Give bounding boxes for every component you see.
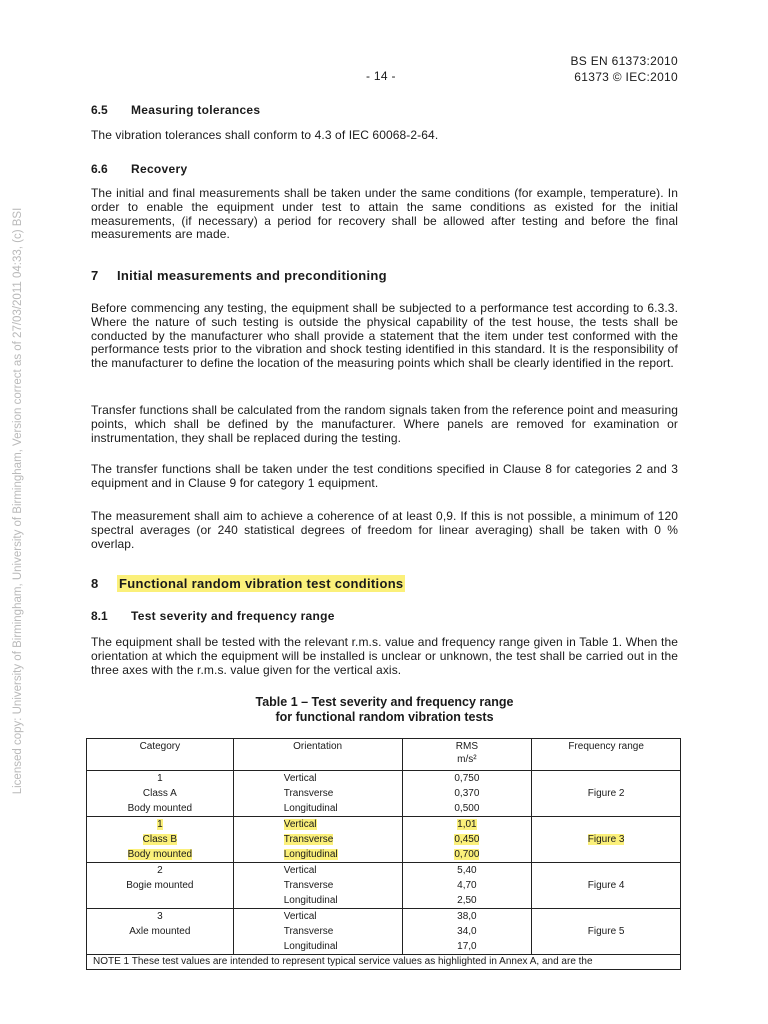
- section-8-1-number: 8.1: [91, 609, 108, 623]
- category-extra: [87, 893, 233, 908]
- table-caption-line-1: Table 1 – Test severity and frequency range: [255, 695, 514, 709]
- rms-transverse: 0,370: [454, 788, 480, 799]
- row-frequency: [532, 817, 681, 863]
- table-header-row: [87, 739, 681, 771]
- header-frequency: Frequency range: [532, 739, 681, 771]
- row-category: [87, 817, 234, 863]
- table-row: [87, 817, 681, 863]
- rms-vertical: 38,0: [457, 911, 477, 922]
- category-number: 1: [157, 819, 163, 830]
- rms-vertical: 0,750: [454, 773, 480, 784]
- section-6-5-title: Measuring tolerances: [131, 103, 261, 117]
- rms-longitudinal: 0,700: [454, 849, 480, 860]
- table-note-row: [87, 955, 681, 970]
- row-rms: [402, 909, 532, 955]
- orientation-vertical: Vertical: [283, 911, 317, 922]
- row-rms: [402, 863, 532, 909]
- rms-transverse: 34,0: [457, 926, 477, 937]
- header-category: Category: [87, 739, 234, 771]
- header-orientation: Orientation: [233, 739, 402, 771]
- standard-id: BS EN 61373:2010: [570, 54, 678, 68]
- section-8-1-text: The equipment shall be tested with the relevant r.m.s. value and frequency range given in Table 1. When the orientation at which the equipment will be installed is unclear or unknown, the test shall be carried out in the three axes with the r.m.s. value given for the vertical axis.: [91, 635, 678, 677]
- category-class: Class A: [142, 788, 177, 799]
- row-category: [87, 909, 234, 955]
- rms-vertical: 1,01: [457, 819, 477, 830]
- category-number: 2: [157, 865, 163, 876]
- row-orientation: [233, 817, 402, 863]
- orientation-transverse: Transverse: [283, 880, 334, 891]
- section-6-5-number: 6.5: [91, 103, 108, 117]
- orientation-longitudinal: Longitudinal: [283, 803, 338, 814]
- category-mounting: Body mounted: [127, 803, 193, 814]
- header-rms: [402, 739, 532, 771]
- section-7-paragraph-1: Before commencing any testing, the equipment shall be subjected to a performance test according to 6.3.3. Where the nature of such testing is outside the physical capability of the test house, the tests shall be conducted by the manufacturer who shall provide a statement that the item under test conformed with the performance tests prior to the vibration and shock testing identified in this standard. It is the responsibility of the manufacturer to define the location of the measuring points which shall be clearly identified in the report.: [91, 301, 678, 371]
- standard-id-iec: 61373 © IEC:2010: [574, 70, 678, 84]
- orientation-vertical: Vertical: [283, 773, 317, 784]
- rms-longitudinal: 2,50: [457, 895, 477, 906]
- row-frequency: Figure 5: [532, 909, 681, 955]
- row-frequency: Figure 4: [532, 863, 681, 909]
- orientation-longitudinal: Longitudinal: [283, 895, 338, 906]
- row-rms: [402, 771, 532, 817]
- orientation-longitudinal: Longitudinal: [283, 849, 338, 860]
- rms-transverse: 4,70: [457, 880, 477, 891]
- category-mounting: Axle mounted: [129, 926, 191, 937]
- orientation-longitudinal: Longitudinal: [283, 941, 338, 952]
- section-8-1-title: Test severity and frequency range: [131, 609, 335, 623]
- table-row: [87, 909, 681, 955]
- section-8-number: 8: [91, 576, 99, 591]
- section-6-5-text: The vibration tolerances shall conform to 4.3 of IEC 60068-2-64.: [91, 128, 439, 142]
- table-caption-line-2: for functional random vibration tests: [275, 710, 494, 724]
- row-orientation: [233, 909, 402, 955]
- header-rms-unit: m/s²: [457, 754, 477, 765]
- rms-transverse: 0,450: [454, 834, 480, 845]
- section-6-6-number: 6.6: [91, 162, 108, 176]
- rms-vertical: 5,40: [457, 865, 477, 876]
- row-orientation: [233, 771, 402, 817]
- page-number: - 14 -: [366, 69, 396, 83]
- orientation-vertical: Vertical: [283, 819, 317, 830]
- table-row: [87, 771, 681, 817]
- orientation-transverse: Transverse: [283, 926, 334, 937]
- rms-longitudinal: 17,0: [457, 941, 477, 952]
- section-7-title: Initial measurements and preconditioning: [117, 268, 387, 283]
- row-category: [87, 863, 234, 909]
- category-class: Class B: [142, 834, 178, 845]
- category-mounting: Body mounted: [127, 849, 193, 860]
- category-extra: [87, 939, 233, 954]
- row-rms: [402, 817, 532, 863]
- table-note: NOTE 1 These test values are intended to represent typical service values as highlighted in Annex A, and are the: [87, 955, 681, 970]
- row-orientation: [233, 863, 402, 909]
- orientation-transverse: Transverse: [283, 834, 334, 845]
- header-rms-label: RMS: [455, 741, 478, 752]
- section-6-6-title: Recovery: [131, 162, 188, 176]
- rms-longitudinal: 0,500: [454, 803, 480, 814]
- section-6-6-text: The initial and final measurements shall be taken under the same conditions (for example, temperature). In order to enable the equipment under test to attain the same conditions as existed for the initial measurements, (if necessary) a period for recovery shall be allowed after testing and before the final measurements are made.: [91, 186, 678, 242]
- frequency-figure: Figure 3: [587, 834, 625, 845]
- section-7-number: 7: [91, 268, 99, 283]
- section-8-title: Functional random vibration test conditions: [119, 576, 404, 591]
- table-row: [87, 863, 681, 909]
- test-severity-table: [86, 738, 681, 970]
- orientation-transverse: Transverse: [283, 788, 334, 799]
- section-7-paragraph-3: The transfer functions shall be taken under the test conditions specified in Clause 8 for categories 2 and 3 equipment and in Clause 9 for category 1 equipment.: [91, 462, 678, 490]
- section-7-paragraph-2: Transfer functions shall be calculated from the random signals taken from the reference point and measuring points, which shall be defined by the manufacturer. Where panels are removed for examination or instrumentation, they shall be replaced during the testing.: [91, 403, 678, 445]
- license-watermark: Licensed copy: University of Birmingham, University of Birmingham, Version correct as of 27/03/2011 04:33, (c) BSI: [12, 207, 24, 795]
- orientation-vertical: Vertical: [283, 865, 317, 876]
- row-category: [87, 771, 234, 817]
- row-frequency: Figure 2: [532, 771, 681, 817]
- category-number: 1: [157, 773, 163, 784]
- category-number: 3: [157, 911, 163, 922]
- section-7-paragraph-4: The measurement shall aim to achieve a coherence of at least 0,9. If this is not possible, a minimum of 120 spectral averages (or 240 statistical degrees of freedom for linear averaging) shall be taken with 0 % overlap.: [91, 509, 678, 551]
- category-mounting: Bogie mounted: [126, 880, 194, 891]
